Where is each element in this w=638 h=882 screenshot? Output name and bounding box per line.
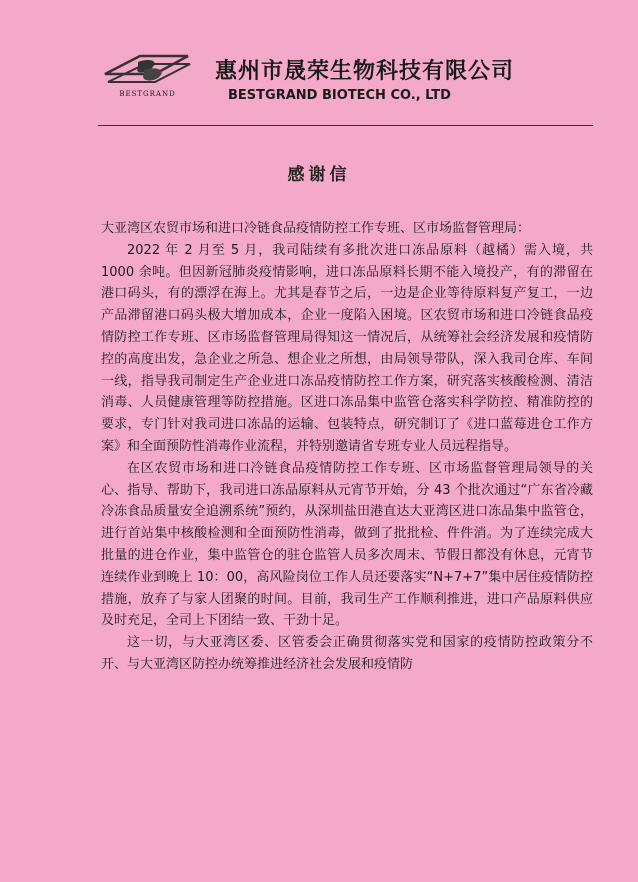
salutation: 大亚湾区农贸市场和进口冷链食品疫情防控工作专班、区市场监督管理局： — [101, 221, 531, 236]
letterhead — [100, 52, 600, 122]
letter-body — [101, 218, 593, 676]
company-logo — [100, 52, 195, 102]
paragraph: 2022 年 2 月至 5 月，我司陆续有多批次进口冻品原料（越橘）需入境，共 1000 余吨。但因新冠肺炎疫情影响，进口冻品原料长期不能入境投产，有的滞留在港口码头，有的漂浮在海上。尤其是春节之后，一边是企业等待原料复产复工，一边产品滞留港口码头极大增加成本，企业一度陷入困境。区农贸市场和进口冷链食品疫情防控工作专班、区市场监督管理局得知这一情况后，从统筹社会经济发展和疫情防控的高度出发，急企业之所急、想企业之所想，由局领导带队，深入我司仓库、车间一线，指导我司制定生产企业进口冻品疫情防控工作方案，研究落实核酸检测、清洁消毒、人员健康管理等防控措施。区进口冻品集中监管仓落实科学防控、精准防控的要求，专门针对我司进口冻品的运输、包装特点，研究制订了《进口蓝莓进仓工作方案》和全面预防性消毒作业流程，并特别邀请省专班专业人员远程指导。 — [101, 242, 593, 454]
header-divider — [98, 125, 593, 126]
logo-mark-icon — [100, 52, 195, 92]
paragraph: 在区农贸市场和进口冷链食品疫情防控工作专班、区市场监督管理局领导的关心、指导、帮助下，我司进口冻品原料从元宵节开始，分 43 个批次通过“广东省冷藏冷冻食品质量安全追溯系统”预约，从深圳盐田港直达大亚湾区进口冻品集中监管仓，进行首站集中核酸检测和全面预防性消毒，做到了批批检、件件消。为了连续完成大批量的进仓作业，集中监管仓的驻仓监管人员多次周末、节假日都没有休息，元宵节连续作业到晚上 10：00，高风险岗位工作人员还要落实“N+7+7”集中居住疫情防控措施，放弃了与家人团聚的时间。目前，我司生产工作顺利推进，进口产品原料供应及时充足，全司上下团结一致、干劲十足。 — [101, 460, 593, 629]
letter-title: 感谢信 — [287, 165, 351, 185]
company-name-cn: 惠州市晟荣生物科技有限公司 — [215, 59, 515, 84]
paragraph: 这一切，与大亚湾区委、区管委会正确贯彻落实党和国家的疫情防控政策分不开、与大亚湾区防控办统筹推进经济社会发展和疫情防 — [101, 635, 593, 672]
logo-text: BESTGRAND — [119, 90, 176, 98]
company-name-en: BESTGRAND BIOTECH CO., LTD — [228, 88, 451, 103]
